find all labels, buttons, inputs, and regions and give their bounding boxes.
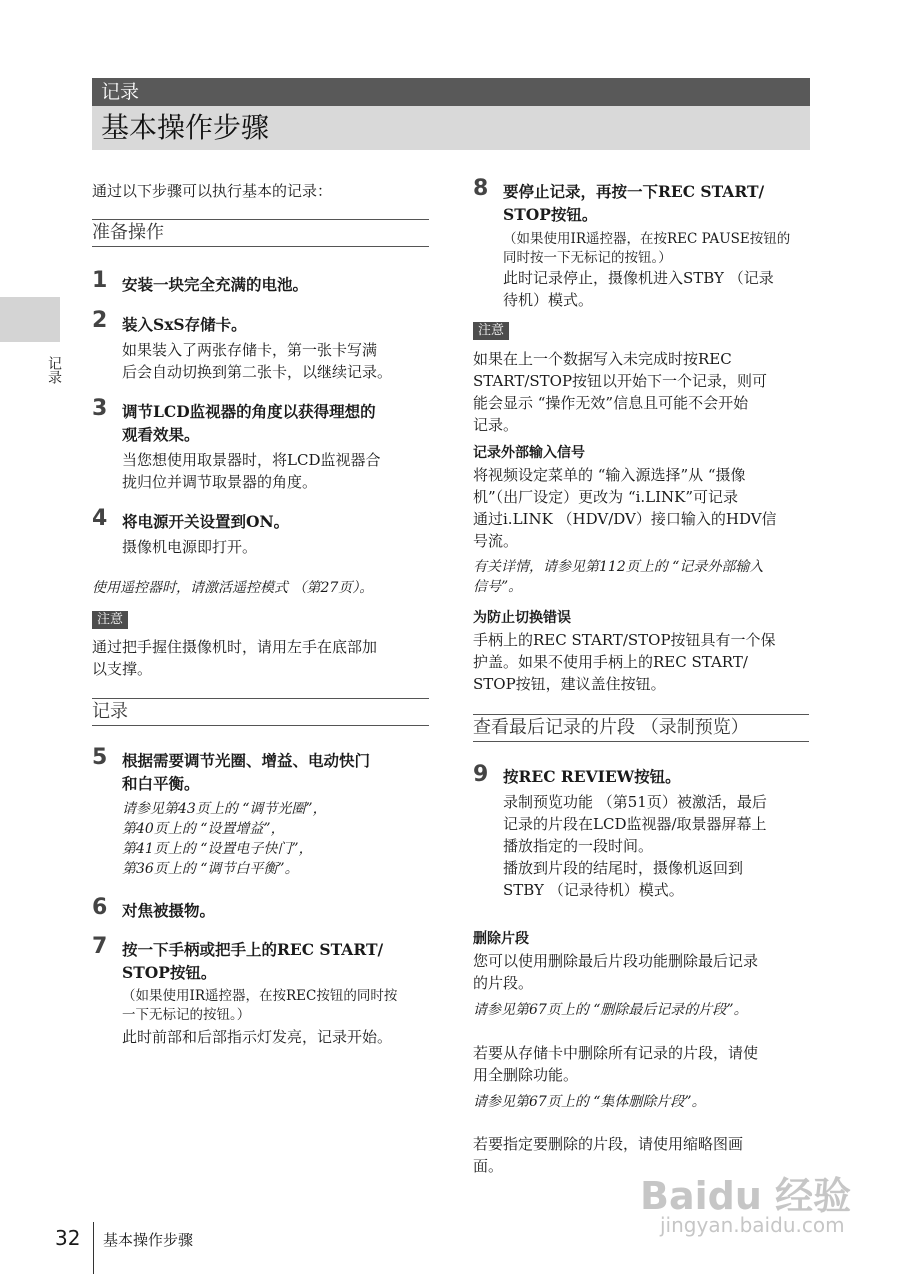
step-title: 调节LCD监视器的角度以获得理想的 观看效果。 bbox=[122, 402, 376, 444]
step-title: 按一下手柄或把手上的REC START/ STOP按钮。 bbox=[122, 940, 384, 982]
subheading-external-input: 记录外部输入信号 bbox=[473, 445, 585, 461]
side-tab bbox=[0, 297, 60, 342]
delete-select-text: 若要指定要删除的片段，请使用缩略图画 面。 bbox=[473, 1135, 744, 1175]
step-body: 如果装入了两张存储卡，第一张卡写满 后会自动切换到第二张卡，以继续记录。 bbox=[122, 341, 393, 381]
remote-note: 使用遥控器时，请激活遥控模式 （第27页）。 bbox=[92, 580, 374, 596]
watermark-url: jingyan.baidu.com bbox=[660, 1213, 845, 1237]
step-number: 5 bbox=[92, 745, 108, 770]
footer-title: 基本操作步骤 bbox=[103, 1231, 194, 1249]
step-title: 要停止记录，再按一下REC START/ STOP按钮。 bbox=[503, 182, 765, 224]
step-references: 请参见第43页上的 “调节光圈”， 第40页上的 “设置增益”， 第41页上的 “设置电子快门”， 第36页上的 “调节白平衡”。 bbox=[122, 801, 327, 877]
step-number: 2 bbox=[92, 308, 108, 333]
step-number: 1 bbox=[92, 268, 108, 293]
side-tab-label: 记录 bbox=[46, 356, 62, 384]
delete-clips-text: 您可以使用删除最后片段功能删除最后记录 的片段。 bbox=[473, 952, 759, 992]
prevent-errors-text: 手柄上的REC START/STOP按钮具有一个保 护盖。如果不使用手柄上的REC START/ STOP按钮，建议盖住按钮。 bbox=[473, 631, 776, 693]
subheading-prevent-errors: 为防止切换错误 bbox=[473, 610, 571, 626]
delete-all-reference: 请参见第67页上的 “集体删除片段”。 bbox=[473, 1094, 706, 1110]
step-title: 安装一块完全充满的电池。 bbox=[122, 275, 309, 294]
delete-clips-reference: 请参见第67页上的 “删除最后记录的片段”。 bbox=[473, 1002, 748, 1018]
note-text: 通过把手握住摄像机时，请用左手在底部加 以支撑。 bbox=[92, 638, 378, 678]
step-number: 9 bbox=[473, 762, 489, 787]
step-title: 根据需要调节光圈、增益、电动快门 和白平衡。 bbox=[122, 751, 371, 793]
section-heading-prep: 准备操作 bbox=[92, 219, 429, 247]
step-number: 4 bbox=[92, 506, 108, 531]
subheading-delete-clips: 删除片段 bbox=[473, 931, 529, 947]
step-body: 摄像机电源即打开。 bbox=[122, 538, 258, 556]
step-body: 当您想使用取景器时，将LCD监视器合 拢归位并调节取景器的角度。 bbox=[122, 451, 381, 491]
delete-all-text: 若要从存储卡中删除所有记录的片段，请使 用全删除功能。 bbox=[473, 1044, 759, 1084]
note-text: 如果在上一个数据写入未完成时按REC START/STOP按钮以开始下一个记录，则可 能会显示 “操作无效”信息且可能不会开始 记录。 bbox=[473, 350, 768, 434]
step-small-note: （如果使用IR遥控器，在按REC PAUSE按钮的 同时按一下无标记的按钮。） bbox=[503, 231, 791, 266]
step-body: 此时前部和后部指示灯发亮，记录开始。 bbox=[122, 1028, 393, 1046]
step-title: 装入SxS存储卡。 bbox=[122, 315, 247, 334]
step-title: 将电源开关设置到ON。 bbox=[122, 512, 290, 531]
step-number: 6 bbox=[92, 895, 108, 920]
note-label: 注意 bbox=[473, 322, 509, 340]
section-heading-review: 查看最后记录的片段 （录制预览） bbox=[473, 714, 809, 742]
intro-text: 通过以下步骤可以执行基本的记录： bbox=[92, 182, 333, 200]
header-category: 记录 bbox=[92, 78, 810, 106]
external-input-reference: 有关详情，请参见第112页上的 “记录外部输入 信号”。 bbox=[473, 559, 764, 595]
footer-divider bbox=[93, 1222, 94, 1274]
step-number: 8 bbox=[473, 176, 489, 201]
page-title: 基本操作步骤 bbox=[92, 106, 810, 150]
page-number: 32 bbox=[55, 1226, 81, 1250]
step-number: 7 bbox=[92, 934, 108, 959]
note-label: 注意 bbox=[92, 611, 128, 629]
watermark-logo: Baidu 经验 bbox=[640, 1174, 852, 1218]
step-title: 对焦被摄物。 bbox=[122, 901, 216, 920]
step-body: 此时记录停止，摄像机进入STBY （记录 待机）模式。 bbox=[503, 269, 774, 309]
step-small-note: （如果使用IR遥控器，在按REC按钮的同时按 一下无标记的按钮。） bbox=[122, 988, 398, 1023]
step-body: 录制预览功能 （第51页）被激活，最后 记录的片段在LCD监视器/取景器屏幕上 播放指定的一段时间。 播放到片段的结尾时，摄像机返回到 STBY （记录待机）模式。 bbox=[503, 793, 767, 899]
step-title: 按REC REVIEW按钮。 bbox=[503, 767, 681, 786]
step-number: 3 bbox=[92, 396, 108, 421]
external-input-text: 将视频设定菜单的 “输入源选择”从 “摄像 机”（出厂设定）更改为 “i.LINK”可记录 通过i.LINK （HDV/DV）接口输入的HDV信 号流。 bbox=[473, 466, 777, 550]
section-heading-record: 记录 bbox=[92, 698, 429, 726]
